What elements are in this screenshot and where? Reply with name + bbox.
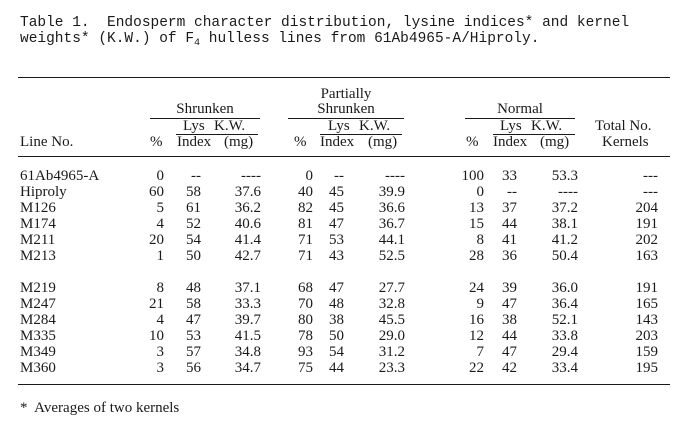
table-cell: 60 — [149, 184, 164, 200]
table-cell: 40 — [298, 184, 313, 200]
header-pct-shrunken: % — [150, 134, 163, 150]
table-cell: -- — [191, 168, 201, 184]
table-cell: 47 — [502, 296, 517, 312]
table-cell: M360 — [20, 360, 56, 376]
table-cell: 12 — [469, 328, 484, 344]
table-cell: 202 — [635, 232, 658, 248]
table-cell: 34.8 — [234, 344, 261, 360]
table-cell: 52.5 — [378, 248, 405, 264]
table-cell: M211 — [20, 232, 56, 248]
table-cell: 3 — [156, 344, 164, 360]
table-cell: 41.2 — [551, 232, 578, 248]
table-cell: 52.1 — [551, 312, 578, 328]
table-cell: 0 — [476, 184, 484, 200]
table-cell: 13 — [469, 200, 484, 216]
table-cell: 78 — [298, 328, 313, 344]
table-caption-line-1: Table 1. Endosperm character distribution, lysine indices* and kernel — [20, 15, 630, 31]
table-cell: 37.2 — [551, 200, 578, 216]
table-cell: 4 — [156, 312, 164, 328]
header-kernels: Kernels — [602, 134, 649, 150]
table-cell: 28 — [469, 248, 484, 264]
table-cell: 191 — [635, 216, 658, 232]
table-cell: 39.9 — [378, 184, 405, 200]
header-kw-partial: K.W. — [359, 118, 391, 134]
group-header-shrunken: Shrunken — [176, 101, 234, 117]
header-index-shrunken: Index — [177, 134, 212, 150]
header-kw-normal: K.W. — [531, 118, 563, 134]
table-cell: 53 — [329, 232, 344, 248]
table-cell: 8 — [476, 232, 484, 248]
table-cell: 4 — [156, 216, 164, 232]
table-cell: 20 — [149, 232, 164, 248]
header-mg-normal: (mg) — [540, 134, 570, 150]
table-cell: --- — [643, 184, 658, 200]
table-cell: 16 — [469, 312, 484, 328]
table-cell: 42 — [502, 360, 517, 376]
table-cell: M174 — [20, 216, 56, 232]
table-cell: 204 — [635, 200, 658, 216]
table-cell: 32.8 — [378, 296, 405, 312]
table-cell: 203 — [635, 328, 658, 344]
table-cell: 54 — [186, 232, 201, 248]
header-kw-shrunken: K.W. — [214, 118, 246, 134]
table-cell: 47 — [329, 216, 344, 232]
table-cell: 159 — [635, 344, 658, 360]
table-cell: 40.6 — [234, 216, 261, 232]
table-cell: 165 — [635, 296, 658, 312]
table-cell: M126 — [20, 200, 56, 216]
table-cell: 10 — [149, 328, 164, 344]
table-cell: 29.4 — [551, 344, 578, 360]
header-lys-shrunken: Lys — [183, 118, 205, 134]
table-cell: 38 — [329, 312, 344, 328]
table-cell: ---- — [241, 168, 261, 184]
table-cell: M284 — [20, 312, 56, 328]
table-cell: 33.3 — [234, 296, 261, 312]
table-cell: 27.7 — [378, 280, 405, 296]
table-cell: 143 — [635, 312, 658, 328]
table-cell: 33.4 — [551, 360, 578, 376]
table-cell: 70 — [298, 296, 313, 312]
header-line-no: Line No. — [20, 134, 74, 150]
header-pct-partial: % — [294, 134, 307, 150]
table-cell: 195 — [635, 360, 658, 376]
table-cell: -- — [334, 168, 344, 184]
table-cell: 53 — [186, 328, 201, 344]
table-cell: 50.4 — [551, 248, 578, 264]
table-cell: 54 — [329, 344, 344, 360]
header-lys-normal: Lys — [500, 118, 522, 134]
table-cell: 0 — [305, 168, 313, 184]
header-lys-partial: Lys — [328, 118, 350, 134]
table-cell: 50 — [186, 248, 201, 264]
table-cell: -- — [507, 184, 517, 200]
table-cell: 36.0 — [551, 280, 578, 296]
table-cell: 42.7 — [234, 248, 261, 264]
table-cell: 38.1 — [551, 216, 578, 232]
table-cell: 56 — [186, 360, 201, 376]
table-cell: 41.5 — [234, 328, 261, 344]
table-cell: 39.7 — [234, 312, 261, 328]
group-header-normal: Normal — [497, 101, 543, 117]
header-mg-partial: (mg) — [368, 134, 398, 150]
header-index-normal: Index — [493, 134, 528, 150]
header-index-partial: Index — [320, 134, 355, 150]
table-cell: M349 — [20, 344, 56, 360]
table-cell: 47 — [186, 312, 201, 328]
table-cell: 5 — [156, 200, 164, 216]
table-cell: 58 — [186, 184, 201, 200]
group-header-partially: Partially — [320, 86, 372, 102]
table-cell: 71 — [298, 232, 313, 248]
table-cell: 23.3 — [378, 360, 405, 376]
caption-line-2-end: hulless lines from 61Ab4965-A/Hiproly. — [200, 31, 540, 47]
table-cell: 80 — [298, 312, 313, 328]
header-mg-shrunken: (mg) — [224, 134, 254, 150]
table-cell: 36.6 — [378, 200, 405, 216]
header-rule — [18, 156, 670, 157]
table-cell: 163 — [635, 248, 658, 264]
table-cell: 50 — [329, 328, 344, 344]
table-cell: 53.3 — [551, 168, 578, 184]
table-cell: 58 — [186, 296, 201, 312]
table-cell: 43 — [329, 248, 344, 264]
table-cell: 37.1 — [234, 280, 261, 296]
table-cell: M335 — [20, 328, 56, 344]
table-cell: 44 — [502, 328, 517, 344]
table-cell: M247 — [20, 296, 56, 312]
table-cell: 33.8 — [551, 328, 578, 344]
generation-subscript: 4 — [194, 38, 201, 49]
table-cell: 7 — [476, 344, 484, 360]
table-cell: 100 — [461, 168, 484, 184]
table-cell: 44.1 — [378, 232, 405, 248]
table-cell: ---- — [385, 168, 405, 184]
table-cell: 39 — [502, 280, 517, 296]
table-cell: M213 — [20, 248, 56, 264]
table-caption-line-2 — [20, 31, 539, 52]
table-cell: 47 — [329, 280, 344, 296]
table-cell: ---- — [558, 184, 578, 200]
table-cell: 36.7 — [378, 216, 405, 232]
table-cell: 48 — [329, 296, 344, 312]
table-cell: 29.0 — [378, 328, 405, 344]
table-cell: 45 — [329, 200, 344, 216]
bottom-rule — [18, 384, 670, 385]
table-cell: 93 — [298, 344, 313, 360]
table-cell: 0 — [156, 168, 164, 184]
table-cell: 1 — [156, 248, 164, 264]
table-cell: 61Ab4965-A — [20, 168, 100, 184]
table-cell: 36 — [502, 248, 517, 264]
table-cell: 9 — [476, 296, 484, 312]
table-cell: 68 — [298, 280, 313, 296]
table-cell: 33 — [502, 168, 517, 184]
caption-line-2-start: weights* (K.W.) of F — [20, 31, 195, 47]
table-cell: 44 — [502, 216, 517, 232]
top-rule — [18, 77, 670, 78]
table-cell: 44 — [329, 360, 344, 376]
table-cell: 3 — [156, 360, 164, 376]
table-cell: 47 — [502, 344, 517, 360]
table-cell: 37 — [502, 200, 517, 216]
table-cell: 24 — [469, 280, 484, 296]
table-cell: 71 — [298, 248, 313, 264]
table-cell: 45 — [329, 184, 344, 200]
table-cell: 52 — [186, 216, 201, 232]
table-cell: 41 — [502, 232, 517, 248]
table-cell: Hiproly — [20, 184, 67, 200]
table-cell: 45.5 — [378, 312, 405, 328]
group-header-partially-shrunken: Shrunken — [317, 101, 375, 117]
header-pct-normal: % — [466, 134, 479, 150]
table-cell: 21 — [149, 296, 164, 312]
table-cell: 31.2 — [378, 344, 405, 360]
table-cell: 34.7 — [234, 360, 261, 376]
table-cell: 38 — [502, 312, 517, 328]
table-cell: 36.4 — [551, 296, 578, 312]
table-cell: 41.4 — [234, 232, 261, 248]
table-cell: 22 — [469, 360, 484, 376]
table-cell: --- — [643, 168, 658, 184]
table-cell: 61 — [186, 200, 201, 216]
table-cell: 75 — [298, 360, 313, 376]
table-cell: 8 — [156, 280, 164, 296]
table-cell: 36.2 — [234, 200, 261, 216]
table-cell: 191 — [635, 280, 658, 296]
header-total-no: Total No. — [595, 118, 652, 134]
table-cell: 82 — [298, 200, 313, 216]
table-cell: 37.6 — [234, 184, 261, 200]
table-cell: 57 — [186, 344, 201, 360]
footnote: * Averages of two kernels — [20, 400, 180, 416]
table-cell: 48 — [186, 280, 201, 296]
table-cell: M219 — [20, 280, 56, 296]
table-cell: 15 — [469, 216, 484, 232]
table-cell: 81 — [298, 216, 313, 232]
